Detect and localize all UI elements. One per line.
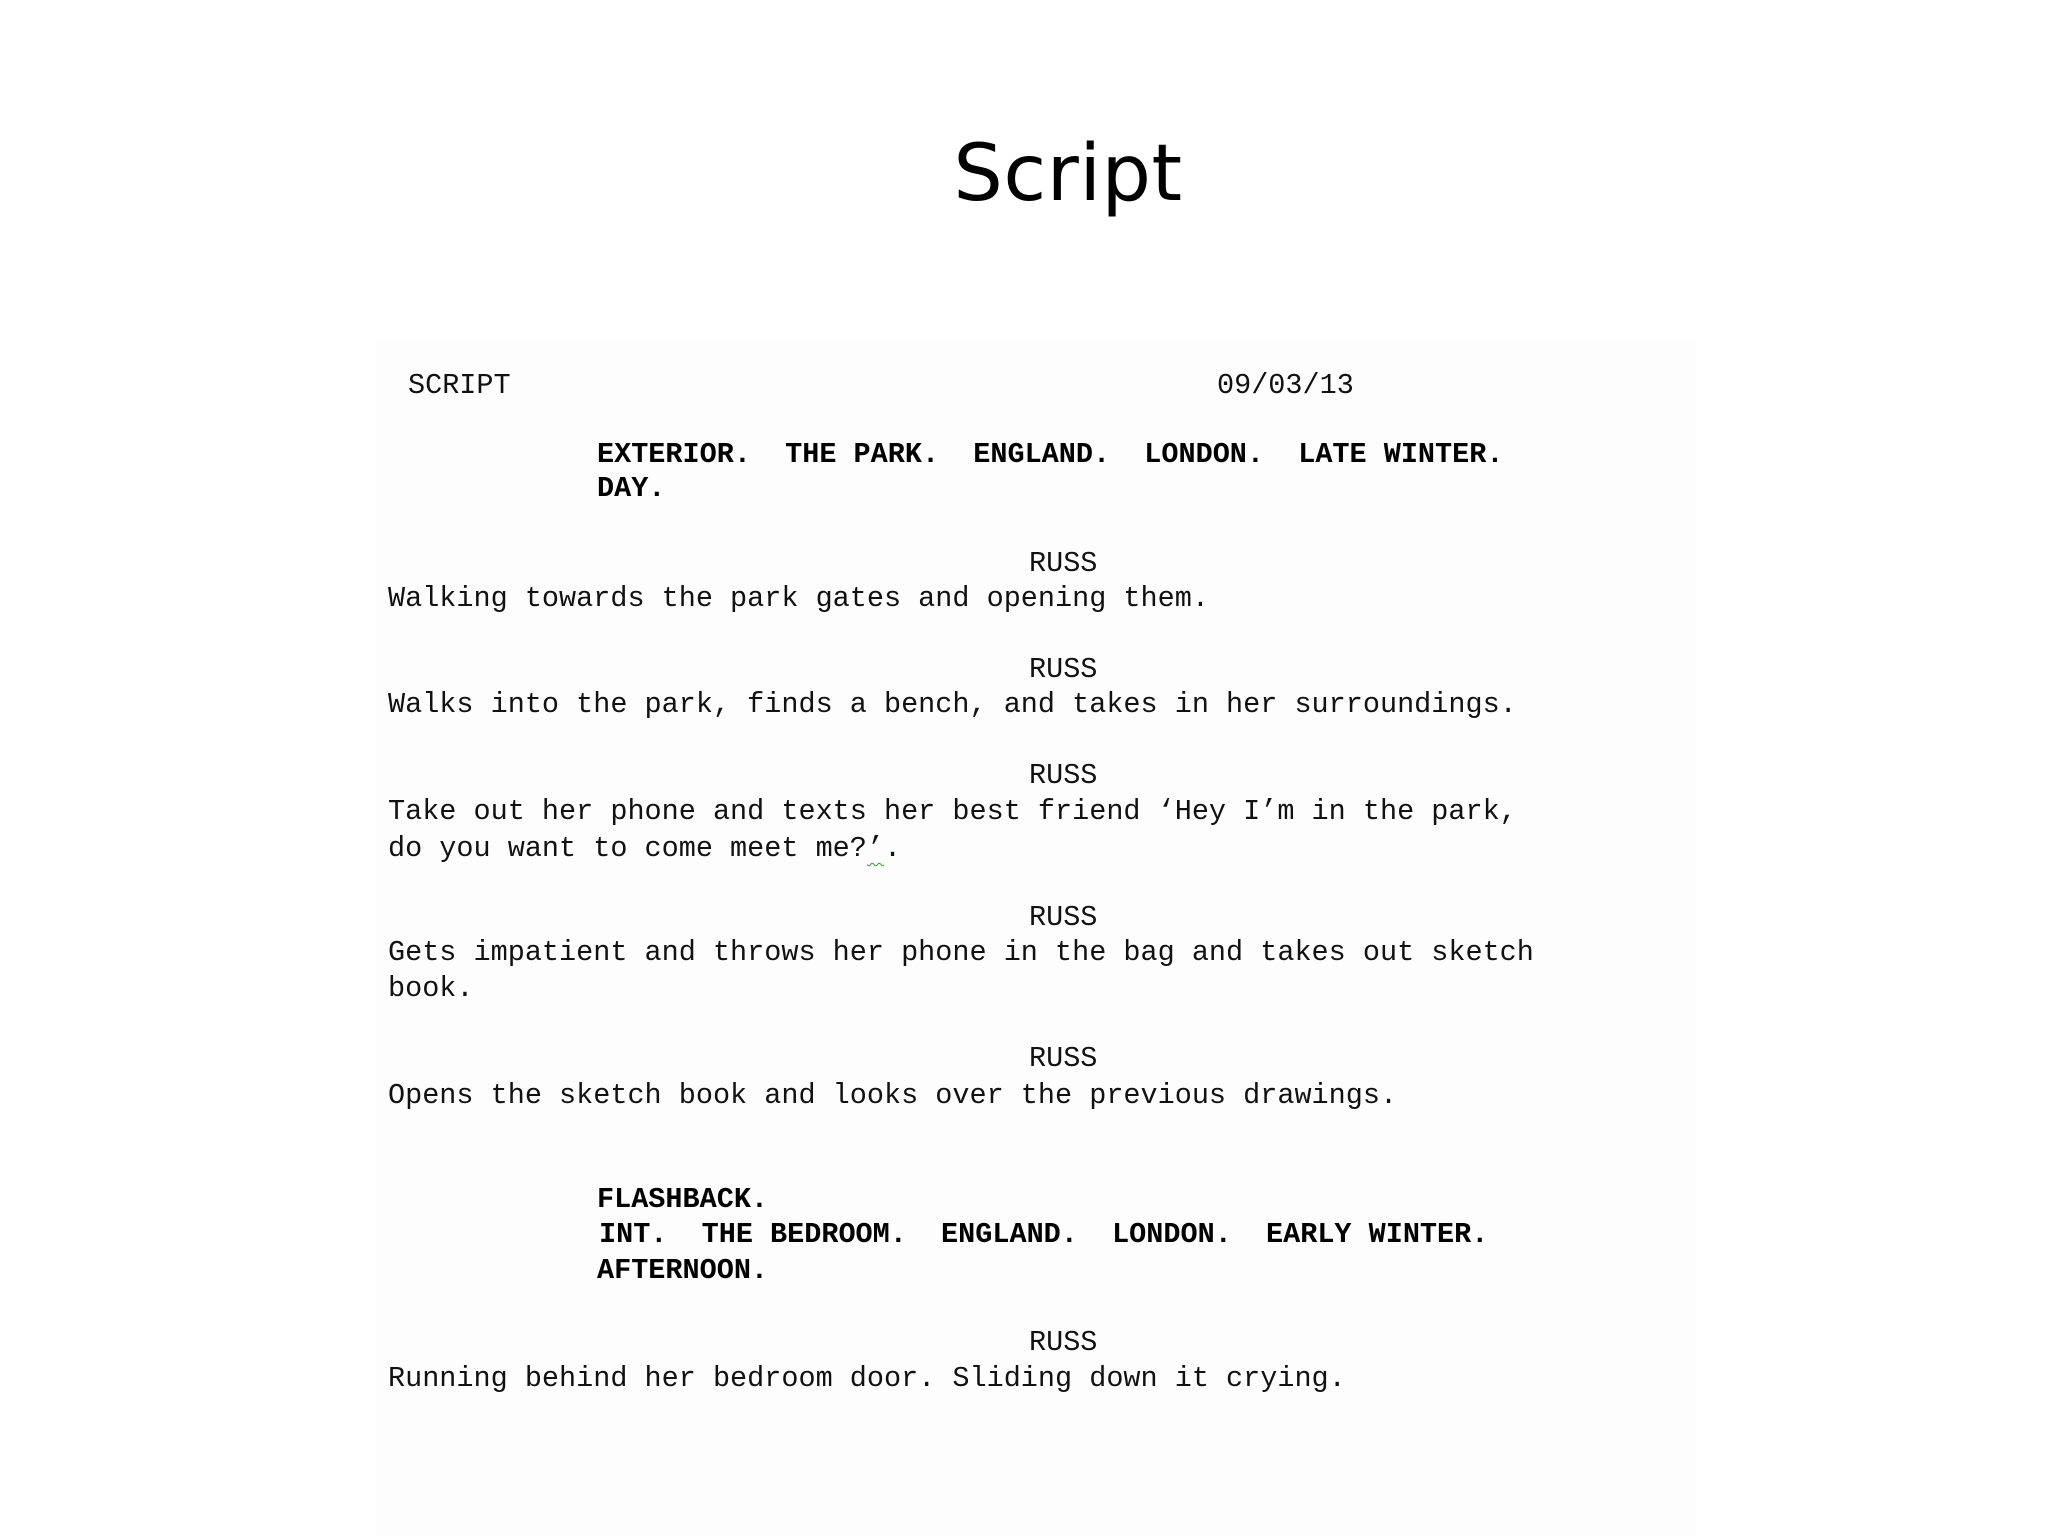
slide-title: Script	[953, 129, 1183, 219]
scene-heading-line: EXTERIOR. THE PARK. ENGLAND. LONDON. LATE WINTER.	[597, 438, 1504, 471]
action-line: Running behind her bedroom door. Sliding down it crying.	[388, 1362, 1346, 1395]
action-line-period: .	[884, 832, 902, 865]
scene-heading-line: AFTERNOON.	[597, 1254, 769, 1287]
scene-heading-line: INT. THE BEDROOM. ENGLAND. LONDON. EARLY WINTER.	[599, 1218, 1489, 1251]
action-line-text: do you want to come meet me?	[388, 832, 867, 865]
action-line	[388, 831, 901, 867]
action-line: Opens the sketch book and looks over the previous drawings.	[388, 1079, 1398, 1112]
action-line: Take out her phone and texts her best friend ‘Hey I’m in the park,	[388, 795, 1517, 828]
script-header-label: SCRIPT	[408, 369, 511, 402]
character-name: RUSS	[1029, 901, 1098, 934]
action-line: Walking towards the park gates and opening them.	[388, 582, 1209, 615]
action-line: Walks into the park, finds a bench, and takes in her surroundings.	[388, 688, 1517, 721]
spellcheck-underlined-text: ’	[866, 832, 884, 865]
script-header-date: 09/03/13	[1217, 369, 1354, 402]
character-name: RUSS	[1029, 759, 1098, 792]
scene-heading-line: FLASHBACK.	[597, 1183, 769, 1216]
character-name: RUSS	[1029, 1326, 1098, 1359]
character-name: RUSS	[1029, 653, 1098, 686]
action-line: Gets impatient and throws her phone in the bag and takes out sketch	[388, 936, 1534, 969]
character-name: RUSS	[1029, 547, 1098, 580]
action-line: book.	[388, 972, 474, 1005]
character-name: RUSS	[1029, 1042, 1098, 1075]
scene-heading-line: DAY.	[597, 472, 666, 505]
